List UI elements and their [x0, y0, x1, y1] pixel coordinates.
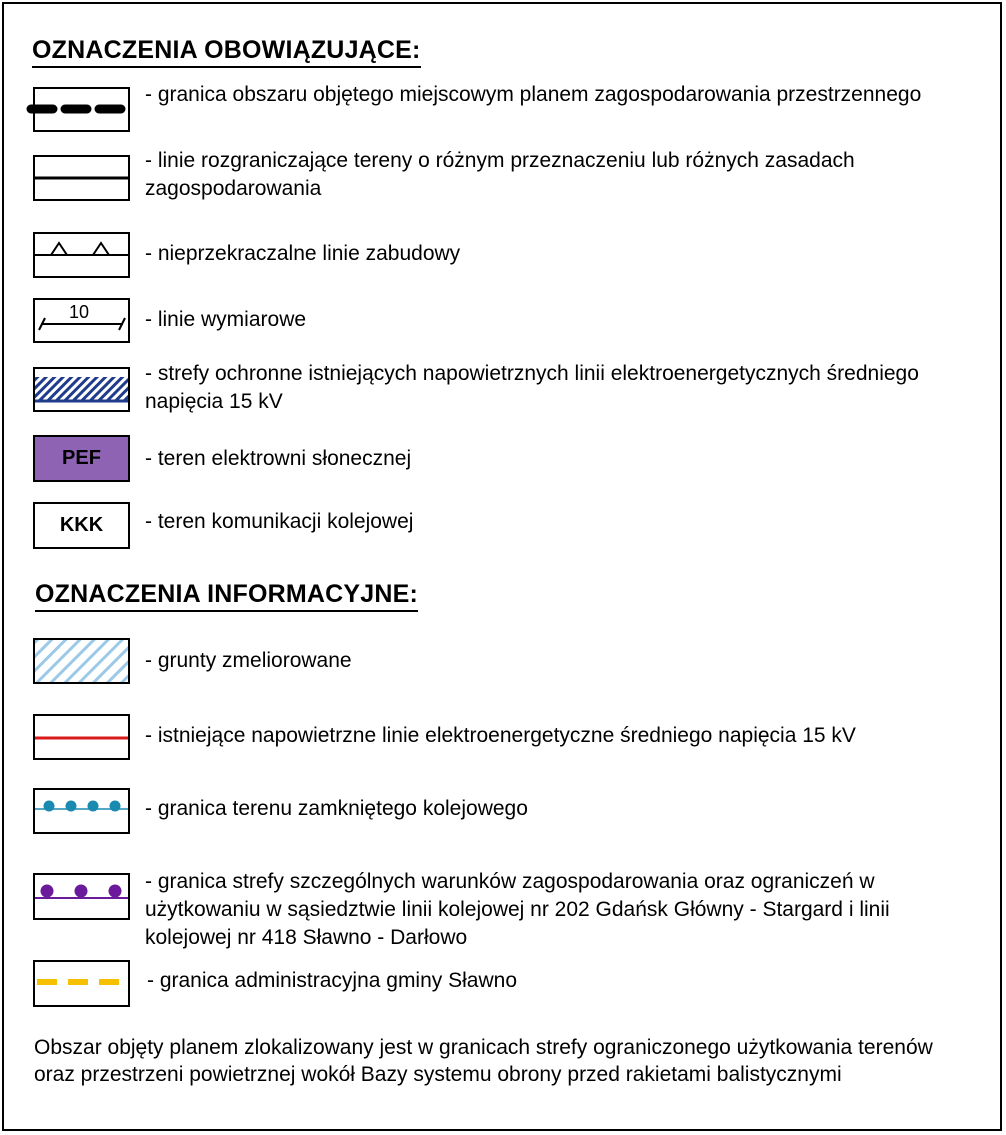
yellow-dash-icon [33, 960, 130, 1007]
pef-box [33, 435, 130, 482]
legend-text-drained-soils: - grunty zmeliorowane [145, 649, 352, 672]
kkk-box [33, 502, 130, 549]
dimension-label: 10 [69, 302, 90, 322]
legend-text-protection-zones: - strefy ochronne istniejących napowietrznych linii elektroenergetycznych średniego napięcia 15 kV [145, 362, 919, 413]
legend-text-solar-plant: - teren elektrowni słonecznej [145, 447, 412, 470]
purple-dots-icon [33, 873, 130, 920]
footnote: Obszar objęty planem zlokalizowany jest w granicach strefy ograniczonego użytkowania terenów oraz przestrzeni powietrznej wokół Bazy systemu obrony przed rakietami balistycznymi [34, 1036, 933, 1086]
thick-dashed-boundary-icon [33, 87, 130, 132]
heading-informational: OZNACZENIA INFORMACYJNE: [35, 580, 418, 609]
legend-text-dimension-lines: - linie wymiarowe [145, 308, 307, 331]
boundary-line-icon [33, 155, 130, 201]
heading-binding: OZNACZENIA OBOWIĄZUJĄCE: [32, 36, 421, 65]
red-line-icon [33, 714, 130, 760]
building-line-icon [33, 232, 130, 278]
legend-text-admin-boundary: - granica administracyjna gminy Sławno [147, 969, 517, 992]
dimension-line-icon [33, 298, 130, 343]
legend-text-closed-railway-area: - granica terenu zamkniętego kolejowego [145, 797, 528, 820]
legend-text-power-lines: - istniejące napowietrzne linie elektroenergetyczne średniego napięcia 15 kV [145, 724, 856, 747]
legend-text-boundary: - granica obszaru objętego miejscowym planem zagospodarowania przestrzennego [145, 83, 922, 106]
legend-text-building-lines: - nieprzekraczalne linie zabudowy [145, 242, 461, 265]
light-hatch-icon [33, 638, 130, 684]
legend-text-railway: - teren komunikacji kolejowej [145, 510, 414, 533]
legend-text-dividing-lines: - linie rozgraniczające tereny o różnym przeznaczeniu lub różnych zasadach zagospodarowania [145, 149, 855, 200]
hatched-zone-icon [33, 367, 130, 412]
teal-dots-icon [33, 788, 130, 834]
pef-label: PEF [62, 447, 101, 469]
kkk-label: KKK [59, 514, 104, 536]
legend-text-special-zone: - granica strefy szczególnych warunków zagospodarowania oraz ograniczeń w użytkowaniu w sąsiedztwie linii kolejowej nr 202 Gdańsk Główny - Stargard i linii kolejowej nr 418 Sławno - Darłowo [145, 870, 890, 949]
